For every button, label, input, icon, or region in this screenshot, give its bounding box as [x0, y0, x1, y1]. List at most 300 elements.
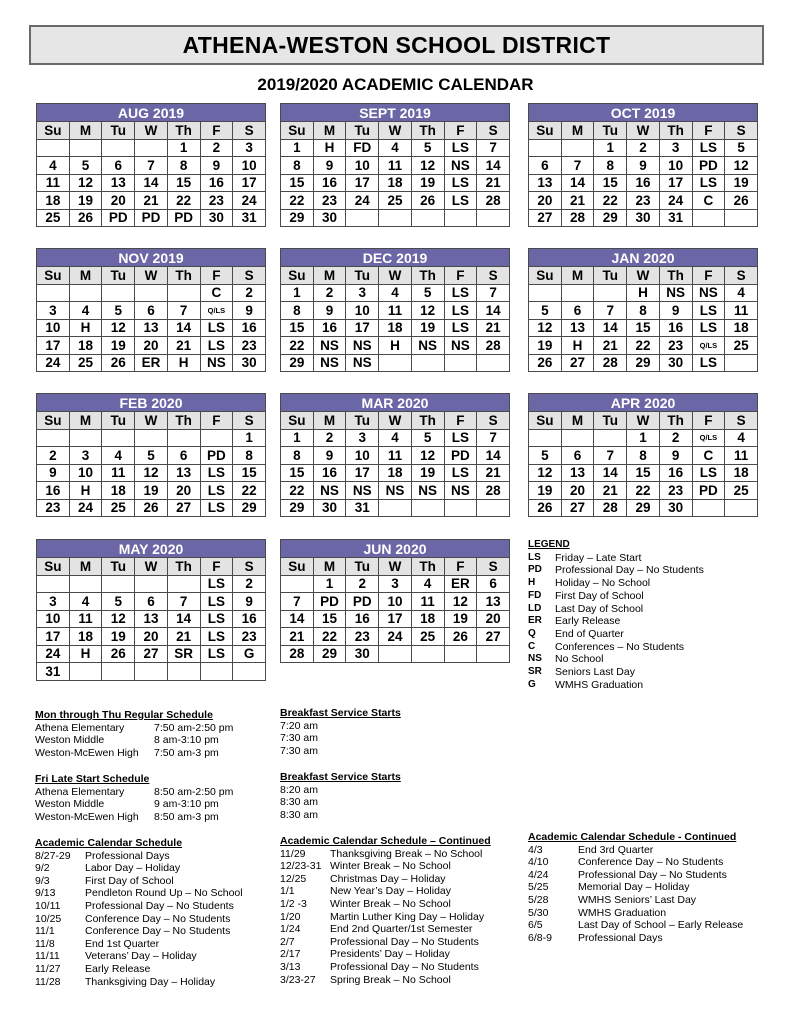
- weekday-label: Th: [411, 122, 444, 140]
- day-cell: 19: [529, 337, 562, 355]
- day-cell: 12: [411, 302, 444, 320]
- day-cell: 1: [281, 429, 314, 447]
- event-date: 9/2: [35, 862, 50, 875]
- day-cell: 10: [346, 302, 379, 320]
- event-name: Winter Break – No School: [330, 860, 451, 873]
- weekday-header-row: [281, 558, 510, 576]
- day-cell: 2: [233, 284, 266, 302]
- day-cell: NS: [313, 337, 346, 355]
- day-cell: 18: [379, 174, 412, 192]
- day-cell: 28: [477, 192, 510, 210]
- weekday-label: S: [477, 558, 510, 576]
- event-date: 11/1: [35, 925, 55, 938]
- day-cell: 19: [135, 482, 168, 500]
- day-cell: [692, 209, 725, 227]
- day-cell: 29: [594, 209, 627, 227]
- event-name: First Day of School: [85, 874, 174, 887]
- day-cell: 14: [281, 610, 314, 628]
- month-calendar: [280, 103, 510, 227]
- day-cell: H: [69, 645, 102, 663]
- event-name: WMHS Seniors’ Last Day: [578, 893, 697, 906]
- academic-event: [280, 948, 491, 961]
- weekday-label: Su: [529, 412, 562, 430]
- day-cell: [37, 284, 70, 302]
- weekday-label: S: [233, 412, 266, 430]
- weekday-label: Tu: [594, 267, 627, 285]
- day-cell: 21: [477, 174, 510, 192]
- day-cell: 5: [411, 429, 444, 447]
- day-cell: ER: [444, 575, 477, 593]
- day-cell: 5: [411, 284, 444, 302]
- breakfast-time: 7:20 am: [280, 719, 318, 732]
- day-cell: 20: [167, 482, 200, 500]
- day-cell: [167, 575, 200, 593]
- weekday-label: Th: [659, 122, 692, 140]
- legend-item: [528, 679, 704, 692]
- day-cell: 14: [135, 174, 168, 192]
- week-row: [37, 209, 266, 227]
- day-cell: 11: [69, 610, 102, 628]
- day-cell: 12: [102, 319, 135, 337]
- academic-event: [280, 898, 491, 911]
- day-cell: 23: [627, 192, 660, 210]
- day-cell: 15: [167, 174, 200, 192]
- legend-desc: Conferences – No Students: [555, 640, 684, 653]
- day-cell: [37, 139, 70, 157]
- day-cell: 26: [69, 209, 102, 227]
- day-cell: 29: [281, 209, 314, 227]
- day-cell: NS: [346, 354, 379, 372]
- day-cell: [529, 284, 562, 302]
- day-cell: 16: [627, 174, 660, 192]
- day-cell: 18: [411, 610, 444, 628]
- academic-event: [528, 894, 743, 907]
- day-cell: Q/LS: [692, 337, 725, 355]
- day-cell: 22: [167, 192, 200, 210]
- legend-desc: Holiday – No School: [555, 577, 651, 590]
- week-row: [37, 628, 266, 646]
- event-name: Professional Days: [85, 849, 170, 862]
- day-cell: 2: [313, 284, 346, 302]
- day-cell: 19: [69, 192, 102, 210]
- day-cell: 9: [200, 157, 233, 175]
- day-cell: 12: [725, 157, 758, 175]
- day-cell: 20: [135, 628, 168, 646]
- day-cell: [135, 284, 168, 302]
- day-cell: 25: [69, 354, 102, 372]
- day-cell: LS: [692, 302, 725, 320]
- day-cell: 3: [37, 302, 70, 320]
- day-cell: 25: [379, 192, 412, 210]
- day-cell: [346, 209, 379, 227]
- event-date: 9/13: [35, 887, 56, 900]
- week-row: [281, 354, 510, 372]
- day-cell: 18: [69, 628, 102, 646]
- weekday-label: S: [477, 122, 510, 140]
- day-cell: 10: [233, 157, 266, 175]
- legend-code: H: [528, 577, 536, 589]
- event-name: End 3rd Quarter: [578, 843, 654, 856]
- day-cell: 21: [561, 192, 594, 210]
- event-date: 11/11: [35, 950, 60, 963]
- day-cell: 9: [37, 464, 70, 482]
- week-row: [529, 337, 758, 355]
- day-cell: 18: [725, 319, 758, 337]
- day-cell: 5: [529, 447, 562, 465]
- legend-item: [528, 653, 704, 666]
- academic-event: [35, 925, 243, 938]
- day-cell: [167, 284, 200, 302]
- month-title-sept-2019: SEPT 2019: [281, 104, 510, 122]
- day-cell: 24: [379, 628, 412, 646]
- legend-code: G: [528, 678, 536, 690]
- day-cell: 4: [69, 593, 102, 611]
- weekday-label: F: [200, 412, 233, 430]
- day-cell: 18: [725, 464, 758, 482]
- day-cell: 1: [627, 429, 660, 447]
- breakfast-regular: [280, 707, 401, 757]
- day-cell: [561, 429, 594, 447]
- day-cell: [200, 429, 233, 447]
- weekday-label: S: [233, 267, 266, 285]
- week-row: [37, 139, 266, 157]
- day-cell: 2: [346, 575, 379, 593]
- day-cell: [561, 139, 594, 157]
- day-cell: 6: [561, 447, 594, 465]
- day-cell: H: [69, 482, 102, 500]
- day-cell: H: [313, 139, 346, 157]
- legend-desc: First Day of School: [555, 589, 644, 602]
- event-name: Labor Day – Holiday: [85, 862, 181, 875]
- day-cell: 30: [313, 209, 346, 227]
- day-cell: NS: [444, 482, 477, 500]
- event-name: End 2nd Quarter/1st Semester: [330, 923, 473, 936]
- day-cell: 4: [379, 139, 412, 157]
- day-cell: [529, 429, 562, 447]
- day-cell: [69, 429, 102, 447]
- weekday-label: M: [313, 267, 346, 285]
- day-cell: NS: [346, 337, 379, 355]
- day-cell: 14: [167, 610, 200, 628]
- day-cell: H: [167, 354, 200, 372]
- day-cell: 6: [167, 447, 200, 465]
- day-cell: 3: [346, 284, 379, 302]
- day-cell: NS: [444, 337, 477, 355]
- school-hours: 8:50 am-2:50 pm: [154, 785, 234, 798]
- week-row: [281, 645, 510, 663]
- event-name: Thanksgiving Day – Holiday: [85, 975, 216, 988]
- legend-code: ER: [528, 615, 542, 627]
- month-title-apr-2020: APR 2020: [529, 394, 758, 412]
- schedule-row: [35, 811, 233, 824]
- day-cell: 11: [379, 157, 412, 175]
- school-name: Athena Elementary: [35, 721, 125, 734]
- day-cell: 3: [233, 139, 266, 157]
- day-cell: 27: [561, 354, 594, 372]
- event-name: Christmas Day – Holiday: [330, 872, 446, 885]
- weekday-label: Tu: [102, 122, 135, 140]
- day-cell: 11: [102, 464, 135, 482]
- day-cell: 25: [102, 499, 135, 517]
- academic-event: [280, 923, 491, 936]
- day-cell: NS: [346, 482, 379, 500]
- legend-item: [528, 590, 704, 603]
- week-row: [37, 302, 266, 320]
- day-cell: 3: [346, 429, 379, 447]
- day-cell: 16: [200, 174, 233, 192]
- day-cell: NS: [444, 157, 477, 175]
- day-cell: [233, 663, 266, 681]
- day-cell: LS: [692, 174, 725, 192]
- day-cell: LS: [200, 645, 233, 663]
- weekday-label: Su: [281, 267, 314, 285]
- month-calendar: [528, 393, 758, 517]
- week-row: [281, 284, 510, 302]
- weekday-header-row: [37, 122, 266, 140]
- week-row: [529, 319, 758, 337]
- day-cell: 7: [477, 284, 510, 302]
- week-row: [529, 174, 758, 192]
- day-cell: 7: [477, 139, 510, 157]
- academic-event: [528, 907, 743, 920]
- day-cell: PD: [346, 593, 379, 611]
- week-row: [37, 499, 266, 517]
- day-cell: 6: [529, 157, 562, 175]
- month-title-jan-2020: JAN 2020: [529, 249, 758, 267]
- academic-schedule-title: Academic Calendar Schedule - Continued: [528, 831, 737, 843]
- day-cell: 14: [594, 464, 627, 482]
- academic-event: [280, 961, 491, 974]
- day-cell: 8: [627, 302, 660, 320]
- week-row: [529, 354, 758, 372]
- late-start-schedule-title: Fri Late Start Schedule: [35, 773, 150, 785]
- day-cell: 3: [69, 447, 102, 465]
- weekday-label: M: [69, 558, 102, 576]
- day-cell: 17: [37, 337, 70, 355]
- weekday-header-row: [529, 267, 758, 285]
- event-name: Memorial Day – Holiday: [578, 881, 690, 894]
- day-cell: 22: [281, 192, 314, 210]
- academic-schedule-title: Academic Calendar Schedule – Continued: [280, 835, 491, 847]
- day-cell: 12: [411, 447, 444, 465]
- weekday-label: M: [561, 267, 594, 285]
- day-cell: 9: [233, 302, 266, 320]
- school-hours: 9 am-3:10 pm: [154, 798, 219, 811]
- day-cell: 12: [69, 174, 102, 192]
- event-name: WMHS Graduation: [578, 906, 667, 919]
- day-cell: LS: [444, 302, 477, 320]
- event-name: Professional Day – No Students: [578, 868, 727, 881]
- legend-item: [528, 615, 704, 628]
- day-cell: 10: [69, 464, 102, 482]
- day-cell: 5: [725, 139, 758, 157]
- event-date: 11/28: [35, 975, 61, 988]
- school-hours: 8:50 am-3 pm: [154, 810, 219, 823]
- weekday-label: Th: [659, 267, 692, 285]
- legend-list: [528, 552, 704, 692]
- weekday-label: F: [200, 122, 233, 140]
- day-cell: 30: [200, 209, 233, 227]
- day-cell: H: [69, 319, 102, 337]
- day-cell: 7: [167, 593, 200, 611]
- day-cell: 7: [594, 447, 627, 465]
- day-cell: 28: [477, 337, 510, 355]
- regular-schedule: [35, 709, 233, 759]
- schedule-row: [35, 747, 233, 760]
- day-cell: [135, 139, 168, 157]
- day-cell: PD: [313, 593, 346, 611]
- day-cell: 12: [102, 610, 135, 628]
- day-cell: 22: [233, 482, 266, 500]
- day-cell: [411, 499, 444, 517]
- week-row: [529, 499, 758, 517]
- academic-schedule-2: [280, 835, 491, 986]
- weekday-label: M: [69, 412, 102, 430]
- day-cell: 9: [627, 157, 660, 175]
- week-row: [281, 192, 510, 210]
- day-cell: [444, 645, 477, 663]
- day-cell: 13: [135, 610, 168, 628]
- day-cell: [561, 284, 594, 302]
- day-cell: 17: [379, 610, 412, 628]
- day-cell: 4: [725, 429, 758, 447]
- day-cell: 1: [281, 284, 314, 302]
- day-cell: 23: [200, 192, 233, 210]
- month-title-dec-2019: DEC 2019: [281, 249, 510, 267]
- legend-desc: Professional Day – No Students: [555, 564, 704, 577]
- day-cell: 17: [346, 319, 379, 337]
- day-cell: 24: [69, 499, 102, 517]
- weekday-label: W: [379, 412, 412, 430]
- legend-desc: Early Release: [555, 615, 621, 628]
- week-row: [529, 464, 758, 482]
- day-cell: 27: [477, 628, 510, 646]
- schedule-row: [35, 798, 233, 811]
- day-cell: 2: [659, 429, 692, 447]
- breakfast-regular-title: Breakfast Service Starts: [280, 707, 401, 719]
- day-cell: [379, 499, 412, 517]
- day-cell: 24: [37, 354, 70, 372]
- day-cell: 22: [627, 482, 660, 500]
- month-title-aug-2019: AUG 2019: [37, 104, 266, 122]
- day-cell: 22: [594, 192, 627, 210]
- weekday-label: M: [313, 558, 346, 576]
- weekday-label: Su: [37, 122, 70, 140]
- day-cell: LS: [692, 354, 725, 372]
- event-name: Professional Days: [578, 931, 663, 944]
- day-cell: 24: [659, 192, 692, 210]
- day-cell: 13: [102, 174, 135, 192]
- day-cell: 18: [69, 337, 102, 355]
- day-cell: [477, 499, 510, 517]
- day-cell: 15: [313, 610, 346, 628]
- event-date: 8/27-29: [35, 849, 71, 862]
- week-row: [529, 284, 758, 302]
- day-cell: [411, 209, 444, 227]
- month-calendar: [280, 393, 510, 517]
- weekday-label: Su: [37, 267, 70, 285]
- day-cell: LS: [200, 628, 233, 646]
- week-row: [281, 447, 510, 465]
- weekday-label: F: [692, 122, 725, 140]
- academic-event: [528, 919, 743, 932]
- day-cell: NS: [411, 482, 444, 500]
- weekday-label: F: [692, 267, 725, 285]
- week-row: [37, 174, 266, 192]
- event-name: Last Day of School – Early Release: [578, 919, 744, 932]
- day-cell: [477, 645, 510, 663]
- academic-event: [280, 974, 491, 987]
- weekday-label: Th: [411, 412, 444, 430]
- day-cell: PD: [102, 209, 135, 227]
- day-cell: 18: [379, 464, 412, 482]
- week-row: [37, 464, 266, 482]
- day-cell: [594, 429, 627, 447]
- week-row: [37, 447, 266, 465]
- legend-item: [528, 577, 704, 590]
- week-row: [281, 319, 510, 337]
- legend-title: LEGEND: [528, 539, 570, 550]
- weekday-label: Tu: [346, 412, 379, 430]
- day-cell: [135, 429, 168, 447]
- day-cell: 21: [167, 337, 200, 355]
- day-cell: 15: [281, 464, 314, 482]
- weekday-label: W: [627, 412, 660, 430]
- legend-item: [528, 641, 704, 654]
- weekday-label: Tu: [594, 412, 627, 430]
- event-name: Conference Day – No Students: [85, 912, 231, 925]
- day-cell: 4: [37, 157, 70, 175]
- weekday-label: W: [135, 122, 168, 140]
- day-cell: 9: [313, 302, 346, 320]
- month-calendar: [36, 393, 266, 517]
- day-cell: 3: [37, 593, 70, 611]
- day-cell: 28: [561, 209, 594, 227]
- day-cell: 25: [411, 628, 444, 646]
- breakfast-late: [280, 771, 401, 821]
- day-cell: 17: [37, 628, 70, 646]
- month-title-mar-2020: MAR 2020: [281, 394, 510, 412]
- day-cell: 8: [281, 302, 314, 320]
- day-cell: LS: [444, 319, 477, 337]
- day-cell: [725, 354, 758, 372]
- weekday-label: Su: [281, 122, 314, 140]
- day-cell: 20: [529, 192, 562, 210]
- school-name: Weston Middle: [35, 734, 105, 747]
- weekday-label: Th: [167, 558, 200, 576]
- week-row: [37, 429, 266, 447]
- event-name: Martin Luther King Day – Holiday: [330, 910, 485, 923]
- day-cell: 7: [594, 302, 627, 320]
- breakfast-late-title: Breakfast Service Starts: [280, 771, 401, 783]
- legend-code: NS: [528, 653, 542, 665]
- day-cell: [102, 663, 135, 681]
- breakfast-time: 7:30 am: [280, 732, 318, 745]
- day-cell: PD: [692, 157, 725, 175]
- day-cell: 2: [233, 575, 266, 593]
- day-cell: C: [692, 192, 725, 210]
- legend-code: Q: [528, 627, 536, 639]
- day-cell: 14: [594, 319, 627, 337]
- day-cell: 20: [477, 610, 510, 628]
- legend-code: LS: [528, 551, 541, 563]
- school-name: Weston Middle: [35, 798, 105, 811]
- day-cell: 27: [529, 209, 562, 227]
- day-cell: SR: [167, 645, 200, 663]
- day-cell: 23: [659, 482, 692, 500]
- day-cell: 11: [725, 447, 758, 465]
- day-cell: NS: [692, 284, 725, 302]
